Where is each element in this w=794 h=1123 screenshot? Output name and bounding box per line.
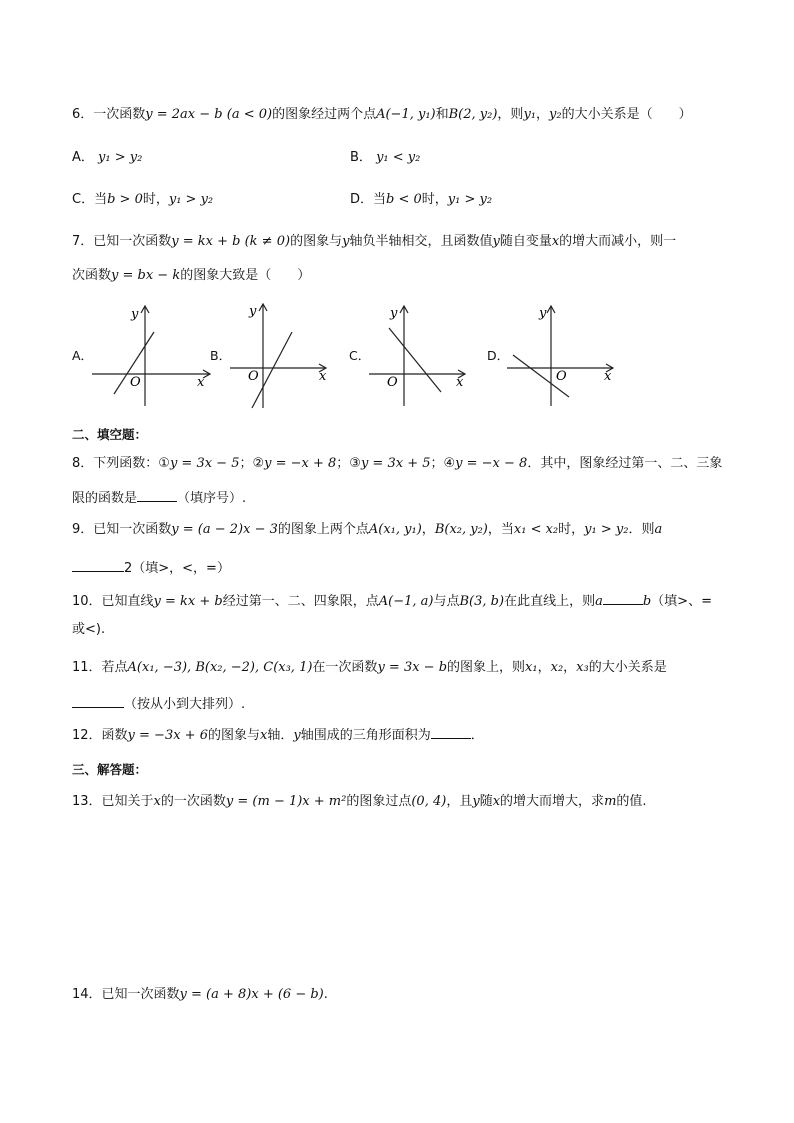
q7-graph-a (90, 300, 220, 412)
q6-stem: 6．一次函数y = 2ax − b (a < 0)的图象经过两个点A(−1, y₁)和B(2, y₂)，则y₁，y₂的大小关系是（ ） (72, 107, 692, 122)
q7-graph-d (505, 300, 635, 412)
q14-stem: 14．已知一次函数y = (a + 8)x + (6 − b). (72, 987, 328, 1002)
q7-graph-a-label: A． (72, 348, 94, 363)
q7-graph-c (367, 300, 497, 412)
q6-option-c: C．当b > 0时，y₁ > y₂ (72, 192, 214, 207)
q7-stem-line2: 次函数y = bx − k的图象大致是（ ） (72, 268, 311, 283)
y-label: y (249, 304, 257, 319)
q10-stem-line1: 10．已知直线y = kx + b经过第一、二、四象限，点A(−1, a)与点B(3, b)在此直线上，则a b（填>、= (72, 590, 712, 612)
y-label: y (131, 307, 139, 322)
q6-option-a: A． y₁ > y₂ (72, 150, 143, 165)
section-fill-in-blank-heading: 二、填空题： (72, 427, 148, 442)
q7-graph-d-label: D． (487, 348, 510, 363)
q11-stem-line2: （按从小到大排列）. (72, 693, 245, 715)
q6-function: y = 2ax − b (a < 0) (145, 107, 273, 122)
y-label: y (539, 306, 547, 321)
q11-answer-blank[interactable] (72, 693, 124, 708)
origin-label: O (248, 369, 259, 384)
q8-stem-line2: 限的函数是 （填序号）. (72, 487, 246, 509)
q9-stem-line2: 2（填>，<，=） (72, 557, 230, 579)
q12-answer-blank[interactable] (431, 724, 471, 739)
x-label: x (456, 375, 464, 390)
q7-graph-b (228, 300, 358, 412)
origin-label: O (130, 375, 141, 390)
q10-answer-blank[interactable] (603, 590, 643, 605)
q11-stem-line1: 11．若点A(x₁, −3), B(x₂, −2), C(x₃, 1)在一次函数y = 3x − b的图象上，则x₁，x₂，x₃的大小关系是 (72, 660, 667, 675)
q7-stem-line1: 7．已知一次函数y = kx + b (k ≠ 0)的图象与y轴负半轴相交，且函数值y随自变量x的增大而减小，则一 (72, 234, 677, 249)
q13-stem: 13．已知关于x的一次函数y = (m − 1)x + m²的图象过点(0, 4)，且y随x的增大而增大，求m的值. (72, 794, 647, 809)
q7-graph-b-label: B． (210, 348, 232, 363)
origin-label: O (556, 369, 567, 384)
q9-stem-line1: 9．已知一次函数y = (a − 2)x − 3的图象上两个点A(x₁, y₁)，B(x₂, y₂)，当x₁ < x₂时，y₁ > y₂．则a (72, 522, 663, 537)
section-solve-heading: 三、解答题： (72, 762, 148, 777)
q6-option-d: D．当b < 0时，y₁ > y₂ (350, 192, 493, 207)
x-label: x (604, 369, 612, 384)
x-label: x (319, 369, 327, 384)
q10-stem-line2: 或<). (72, 622, 106, 637)
q8-answer-blank[interactable] (137, 487, 177, 502)
q12-stem: 12．函数y = −3x + 6的图象与x轴．y轴围成的三角形面积为 ． (72, 724, 484, 746)
y-label: y (390, 306, 398, 321)
q7-graph-c-label: C． (349, 348, 371, 363)
x-label: x (197, 375, 205, 390)
origin-label: O (387, 375, 398, 390)
q9-answer-blank[interactable] (72, 557, 124, 572)
q6-option-b: B． y₁ < y₂ (350, 150, 421, 165)
q8-stem-line1: 8．下列函数：①y = 3x − 5；②y = −x + 8；③y = 3x + 5；④y = −x − 8．其中，图象经过第一、二、三象 (72, 456, 723, 471)
